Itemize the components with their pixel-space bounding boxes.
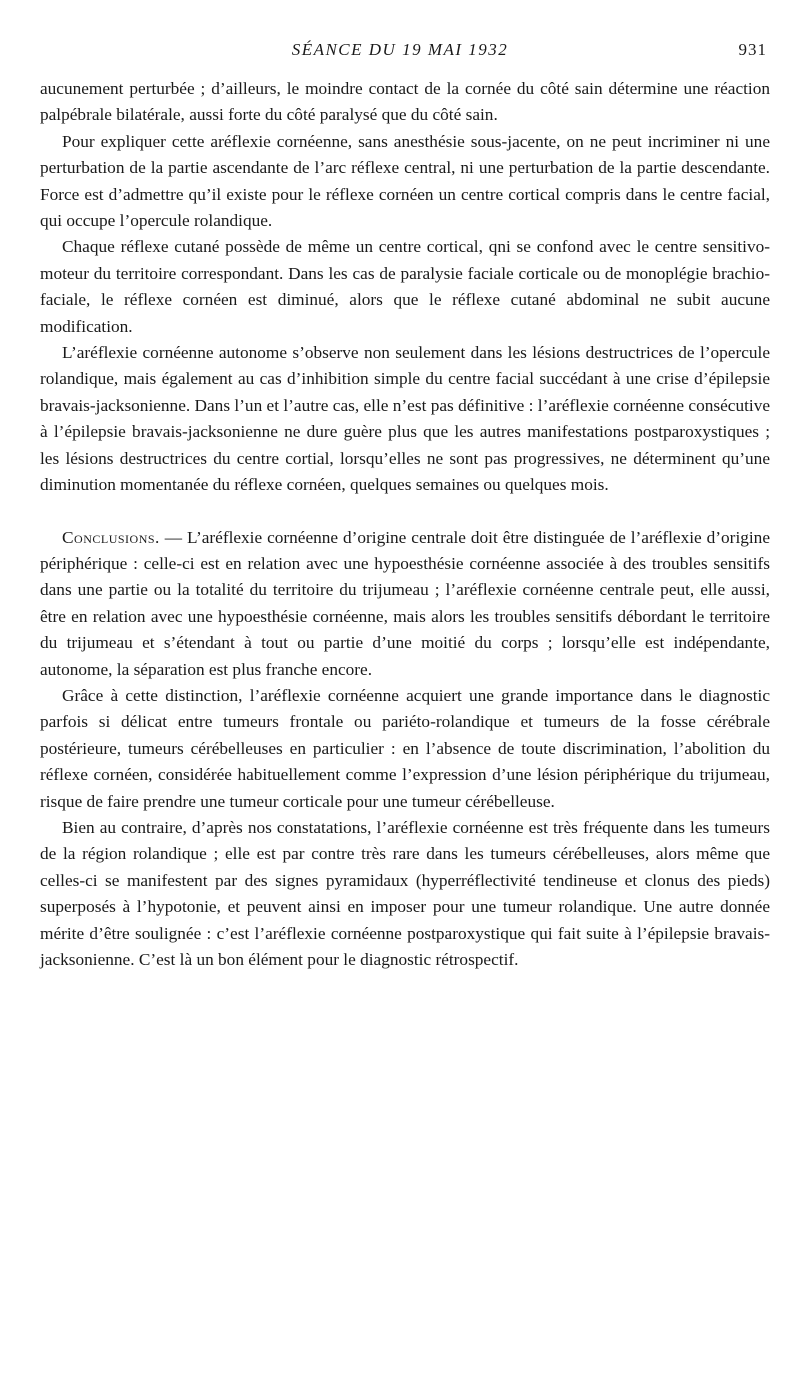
- running-head: [0, 40, 800, 70]
- running-title: SÉANCE DU 19 MAI 1932: [291, 40, 509, 59]
- paragraph: Chaque réflexe cutané possède de même un centre cortical, qni se confond avec le centre sensitivo-moteur du territoire correspondant. Dans les cas de paralysie faciale corticale ou de monoplégie brachio-faciale, le réflexe cornéen est diminué, alors que le réflexe cutané abdominal ne subit aucune modification.: [40, 237, 770, 336]
- conclusions-paragraph: [40, 525, 770, 683]
- page-number: 931: [738, 40, 767, 59]
- conclusions-heading: Conclusions.: [62, 527, 160, 547]
- paragraph: Pour expliquer cette aréflexie cornéenne, sans anesthésie sous-jacente, on ne peut incriminer ni une perturbation de la partie ascendante de l’arc réflexe central, ni une perturbation de la partie descendante. Force est d’admettre qu’il existe pour le réflexe cornéen un centre cortical compris dans le centre facial, qui occupe l’opercule rolandique.: [40, 131, 770, 231]
- body-text: [40, 76, 770, 973]
- paragraph-continuation: aucunement perturbée ; d’ailleurs, le moindre contact de la cornée du côté sain détermine une réaction palpébrale bilatérale, aussi forte du côté paralysé que du côté sain.: [40, 79, 770, 125]
- paragraph: Bien au contraire, d’après nos constatations, l’aréflexie cornéenne est très fréquente dans les tumeurs de la région rolandique ; elle est par contre très rare dans les tumeurs cérébelleuses, alors même que celles-ci se manifestent par des signes pyramidaux (hyperréflectivité tendineuse et clonus des pieds) superposés à l’hypotonie, et peuvent ainsi en imposer pour une tumeur rolandique. Une autre donnée mérite d’être soulignée : c’est l’aréflexie cornéenne postparoxystique qui fait suite à l’épilepsie bravais-jacksonienne. C’est là un bon élément pour le diagnostic rétrospectif.: [40, 817, 770, 969]
- paragraph: Grâce à cette distinction, l’aréflexie cornéenne acquiert une grande importance dans le diagnostic parfois si délicat entre tumeurs frontale ou pariéto-rolandique et tumeurs de la fosse cérébrale postérieure, tumeurs cérébelleuses en particulier : en l’absence de toute discrimination, l’abolition du réflexe cornéen, considérée habituellement comme l’expression d’une lésion périphérique du trijumeau, risque de faire prendre une tumeur corticale pour une tumeur cérébelleuse.: [40, 685, 770, 811]
- paragraph: L’aréflexie cornéenne autonome s’observe non seulement dans les lésions destructrices de l’opercule rolandique, mais également au cas d’inhibition simple du centre facial succédant à une crise d’épilepsie bravais-jacksonienne. Dans l’un et l’autre cas, elle n’est pas définitive : l’aréflexie cornéenne consécutive à l’épilepsie bravais-jacksonienne ne dure guère plus que les autres manifestations postparoxystiques ; les lésions destructrices du centre cortial, lorsqu’elles ne sont pas progressives, ne déterminent qu’une diminution momentanée du réflexe cornéen, quelques semaines ou quelques mois.: [40, 343, 770, 495]
- conclusions-dash: —: [159, 527, 187, 547]
- conclusions-text: L’aréflexie cornéenne d’origine centrale doit être distinguée de l’aréflexie d’origine périphérique : celle-ci est en relation avec une hypoesthésie cornéenne associée à des troubles sensitifs dans une partie ou la totalité du territoire du trijumeau ; l’aréflexie cornéenne centrale peut, elle aussi, être en relation avec une hypoesthésie cornéenne, mais alors les troubles sensitifs débordant le territoire du trijumeau et s’étendant à tout ou partie d’une moitié du corps ; lorsqu’elle est indépendante, autonome, la séparation est plus franche encore.: [40, 527, 770, 679]
